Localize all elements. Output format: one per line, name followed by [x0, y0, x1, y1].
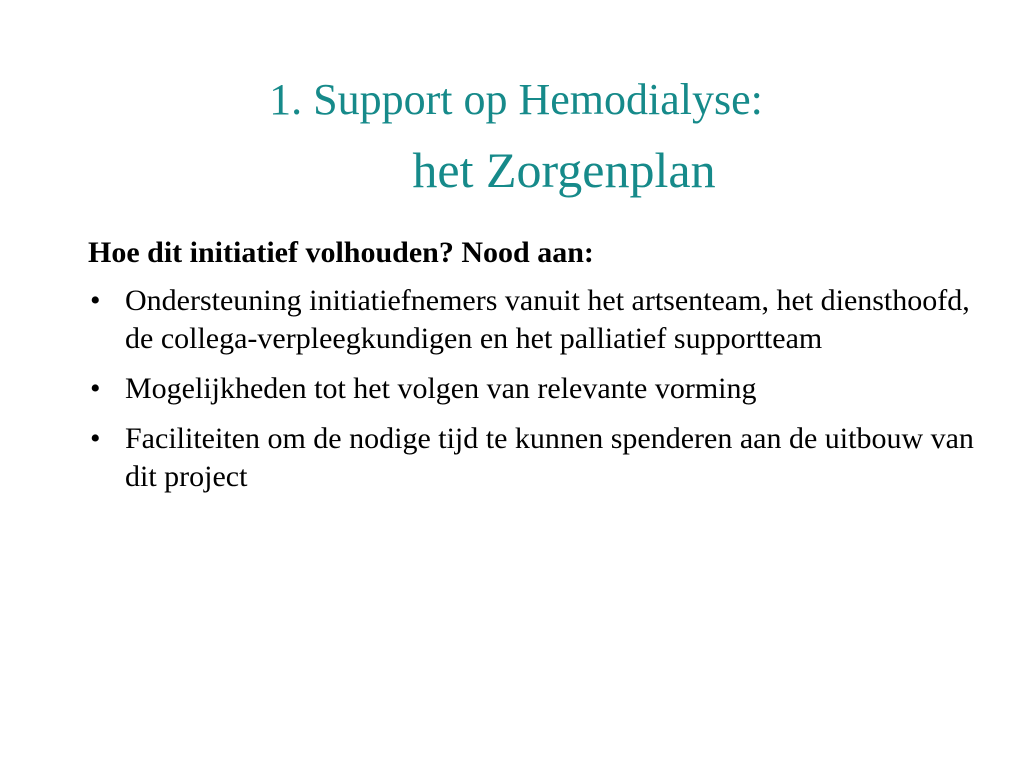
- bullet-icon: •: [90, 372, 101, 405]
- bullet-icon: •: [90, 284, 101, 317]
- bullet-item: [88, 420, 988, 496]
- bullet-text: Faciliteiten om de nodige tijd te kunnen spenderen aan de uitbouw van dit project: [125, 422, 974, 493]
- slide-body: [88, 232, 988, 508]
- slide-title: 1. Support op Hemodialyse:: [269, 75, 763, 124]
- bullet-text: Mogelijkheden tot het volgen van relevante vorming: [125, 372, 757, 405]
- bullet-text: Ondersteuning initiatiefnemers vanuit het artsenteam, het diensthoofd, de collega-verpleegkundigen en het palliatief supportteam: [125, 284, 970, 355]
- bullet-item: [88, 282, 988, 358]
- bullet-list: [88, 282, 988, 496]
- bullet-icon: •: [90, 422, 101, 455]
- body-heading: Hoe dit initiatief volhouden? Nood aan:: [88, 236, 594, 269]
- slide-subtitle: het Zorgenplan: [412, 142, 716, 198]
- bullet-item: [88, 370, 988, 408]
